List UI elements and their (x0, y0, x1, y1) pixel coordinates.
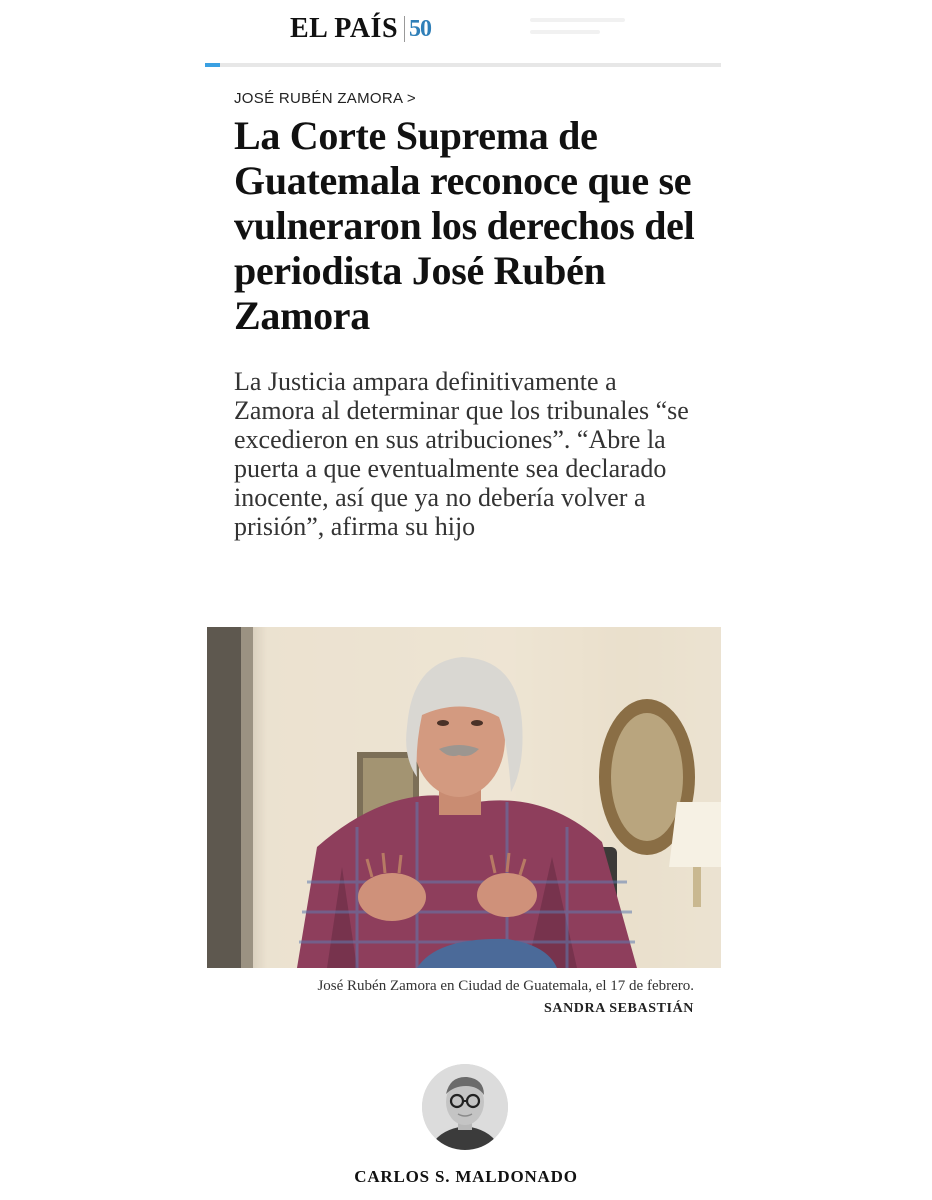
photo-credit: SANDRA SEBASTIÁN (543, 1001, 694, 1016)
photo-caption: José Rubén Zamora en Ciudad de Guatemala, el 17 de febrero. (317, 978, 694, 994)
logo-text: EL PAÍS (290, 13, 399, 44)
logo-anniversary: 50 (409, 16, 432, 42)
article-subtitle: La Justicia ampara definitivamente a Zamora al determinar que los tribunales “se excedieron en sus atribuciones”. “Abre la puerta a que eventualmente sea declarado inocente, así que ya no debería volver a prisión”, afirma su hijo (234, 367, 689, 541)
el-pais-logo[interactable] (290, 12, 431, 46)
author-name-link[interactable]: CARLOS S. MALDONADO (354, 1167, 578, 1186)
author-avatar[interactable] (422, 1064, 508, 1150)
faint-header-decoration (530, 18, 640, 46)
reading-progress-bar (205, 63, 721, 67)
masthead (0, 0, 932, 64)
reading-progress-fill (205, 63, 220, 67)
logo-separator (404, 16, 405, 42)
article-photo (207, 627, 721, 968)
photo-illustration (207, 627, 721, 968)
author-avatar-icon (422, 1064, 508, 1150)
section-kicker-link[interactable]: JOSÉ RUBÉN ZAMORA > (234, 90, 416, 107)
article-headline: La Corte Suprema de Guatemala reconoce que se vulneraron los derechos del periodista José Rubén Zamora (234, 113, 695, 338)
